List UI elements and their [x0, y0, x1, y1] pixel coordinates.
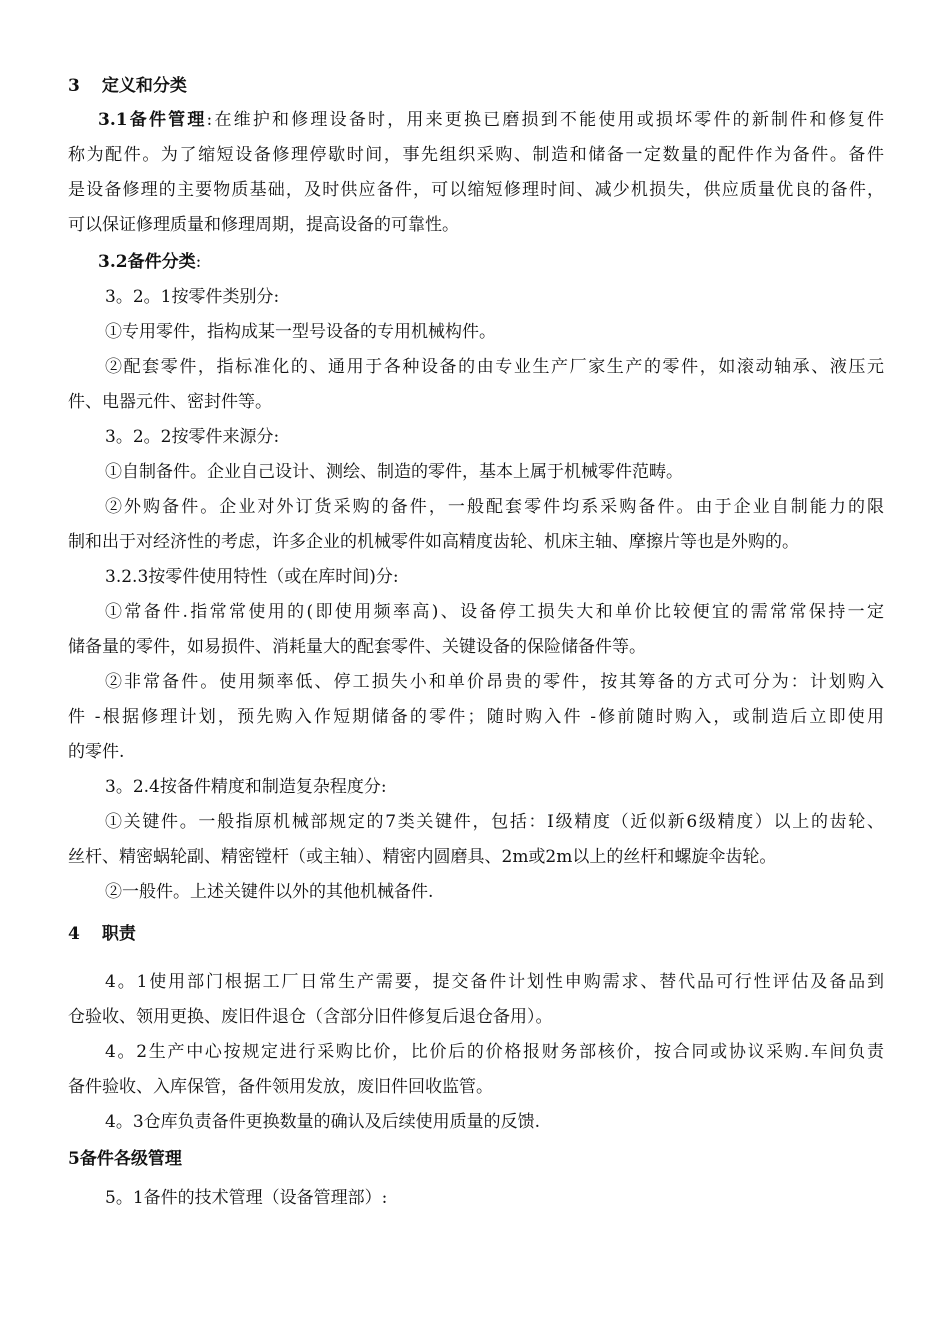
- item-3-2-4-1-line-2: 丝杆、精密蜗轮副、精密镗杆（或主轴）、精密内圆磨具、2m或2m以上的丝杆和螺旋伞齿轮。: [68, 847, 777, 867]
- item-3-2-3-1-line-1: ①常备件.指常常使用的(即使用频率高)、设备停工损失大和单价比较便宜的需常常保持一定: [105, 602, 884, 622]
- section-3-title: 定义和分类: [101, 76, 187, 96]
- term-3-2-label: 3.2备件分类: [98, 252, 196, 272]
- para-3-1-line-2: 称为配件。为了缩短设备修理停歇时间，事先组织采购、制造和储备一定数量的配件作为备件。备件: [68, 145, 884, 165]
- section-5-heading: 5备件各级管理: [68, 1149, 182, 1169]
- item-3-2-3-2-line-1: ②非常备件。使用频率低、停工损失小和单价昂贵的零件，按其筹备的方式可分为：计划购入: [105, 672, 884, 692]
- para-3-1-line-3: 是设备修理的主要物质基础，及时供应备件，可以缩短修理时间、减少机损失，供应质量优良的备件，: [68, 180, 884, 200]
- item-3-2-3-2-line-2: 件 -根据修理计划，预先购入作短期储备的零件；随时购入件 -修前随时购入，或制造后立即使用: [68, 707, 884, 727]
- para-5-1: 5。1备件的技术管理（设备管理部）:: [105, 1188, 388, 1208]
- item-3-2-2-2-line-2: 制和出于对经济性的考虑，许多企业的机械零件如高精度齿轮、机床主轴、摩擦片等也是外购的。: [68, 532, 799, 552]
- heading-3-2-3: 3.2.3按零件使用特性（或在库时间)分:: [105, 567, 399, 587]
- para-3-1-line-1: 3.1备件管理:在维护和修理设备时，用来更换已磨损到不能使用或损坏零件的新制件和修复件: [98, 110, 885, 130]
- para-4-2-line-1: 4。2生产中心按规定进行采购比价，比价后的价格报财务部核价，按合同或协议采购.车间负责: [105, 1042, 884, 1062]
- section-3-number: 3: [68, 76, 80, 96]
- item-3-2-1-1: ①专用零件，指构成某一型号设备的专用机械构件。: [105, 322, 496, 342]
- item-3-2-2-1: ①自制备件。企业自己设计、测绘、制造的零件，基本上属于机械零件范畴。: [105, 462, 683, 482]
- heading-3-2-4: 3。2.4按备件精度和制造复杂程度分:: [105, 777, 387, 797]
- para-3-1-line-4: 可以保证修理质量和修理周期，提高设备的可靠性。: [68, 215, 459, 235]
- section-4-heading: [68, 922, 884, 946]
- section-3-heading: [68, 74, 884, 98]
- item-3-2-1-2-line-1: ②配套零件，指标准化的、通用于各种设备的由专业生产厂家生产的零件，如滚动轴承、液压元: [105, 357, 884, 377]
- section-4-title: 职责: [101, 924, 136, 944]
- item-3-2-1-2-line-2: 件、电器元件、密封件等。: [68, 392, 272, 412]
- section-4-number: 4: [68, 924, 80, 944]
- para-4-2-line-2: 备件验收、入库保管，备件领用发放，废旧件回收监管。: [68, 1077, 493, 1097]
- para-4-3: 4。3仓库负责备件更换数量的确认及后续使用质量的反馈.: [105, 1112, 541, 1132]
- item-3-2-4-2: ②一般件。上述关键件以外的其他机械备件.: [105, 882, 434, 902]
- para-4-1-line-1: 4。1使用部门根据工厂日常生产需要，提交备件计划性申购需求、替代品可行性评估及备品到: [105, 972, 884, 992]
- para-3-2: 3.2备件分类:: [98, 252, 202, 272]
- heading-3-2-1: 3。2。1按零件类别分:: [105, 287, 280, 307]
- item-3-2-3-2-line-3: 的零件.: [68, 742, 125, 762]
- term-3-1-label: 3.1备件管理: [98, 110, 207, 130]
- heading-3-2-2: 3。2。2按零件来源分:: [105, 427, 280, 447]
- item-3-2-4-1-line-1: ①关键件。一般指原机械部规定的7类关键件，包括：I级精度（近似新6级精度）以上的齿轮、: [105, 812, 884, 832]
- item-3-2-3-1-line-2: 储备量的零件，如易损件、消耗量大的配套零件、关键设备的保险储备件等。: [68, 637, 646, 657]
- para-4-1-line-2: 仓验收、领用更换、废旧件退仓（含部分旧件修复后退仓备用）。: [68, 1007, 553, 1027]
- item-3-2-2-2-line-1: ②外购备件。企业对外订货采购的备件，一般配套零件均系采购备件。由于企业自制能力的限: [105, 497, 884, 517]
